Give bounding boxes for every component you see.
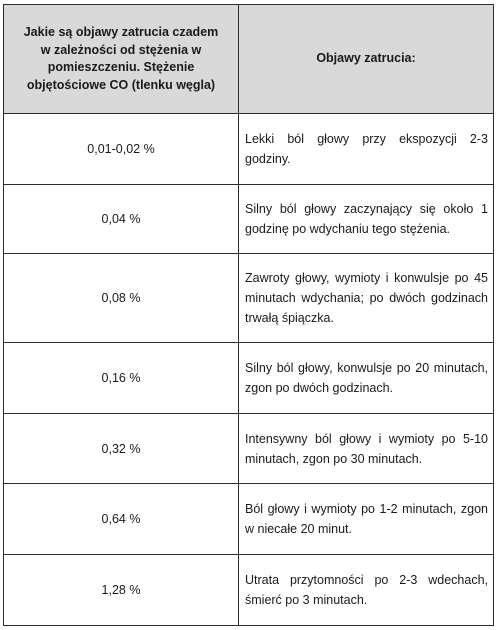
symptoms-cell xyxy=(239,484,494,555)
header-symptoms: Objawy zatrucia: xyxy=(239,5,494,114)
symptoms-text: Lekki ból głowy przy ekspozycji 2-3 godziny. xyxy=(245,132,488,166)
table-row xyxy=(4,254,494,343)
concentration-cell: 0,04 % xyxy=(4,185,239,254)
table-row xyxy=(4,185,494,254)
table-row xyxy=(4,484,494,555)
symptoms-cell xyxy=(239,555,494,626)
concentration-cell: 1,28 % xyxy=(4,555,239,626)
symptoms-text: Silny ból głowy zaczynający się około 1 godzinę po wdychaniu tego stężenia. xyxy=(245,202,488,236)
table-header xyxy=(4,5,494,114)
symptoms-text: Intensywny ból głowy i wymioty po 5-10 minutach, zgon po 30 minutach. xyxy=(245,431,488,466)
symptoms-text: Silny ból głowy, konwulsje po 20 minutach, zgon po dwóch godzinach. xyxy=(245,361,488,395)
symptoms-cell xyxy=(239,343,494,414)
co-poisoning-table xyxy=(3,4,494,626)
symptoms-text: Utrata przytomności po 2-3 wdechach, śmierć po 3 minutach. xyxy=(245,573,488,607)
concentration-cell: 0,64 % xyxy=(4,484,239,555)
concentration-cell: 0,32 % xyxy=(4,414,239,484)
table-row xyxy=(4,343,494,414)
symptoms-cell xyxy=(239,414,494,484)
table-row xyxy=(4,555,494,626)
table-row xyxy=(4,414,494,484)
header-concentration: Jakie są objawy zatrucia czadem w zależności od stężenia w pomieszczeniu. Stężenie objętościowe CO (tlenku węgla) xyxy=(4,5,239,114)
header-row xyxy=(4,5,494,114)
table-body xyxy=(4,114,494,626)
symptoms-text: Zawroty głowy, wymioty i konwulsje po 45 minutach wdychania; po dwóch godzinach trwałą śpiączka. xyxy=(245,271,488,325)
concentration-cell: 0,16 % xyxy=(4,343,239,414)
concentration-cell: 0,08 % xyxy=(4,254,239,343)
symptoms-text: Ból głowy i wymioty po 1-2 minutach, zgon w niecałe 20 minut. xyxy=(245,502,488,536)
table-row xyxy=(4,114,494,185)
symptoms-cell xyxy=(239,185,494,254)
symptoms-cell xyxy=(239,114,494,185)
concentration-cell: 0,01-0,02 % xyxy=(4,114,239,185)
symptoms-cell xyxy=(239,254,494,343)
